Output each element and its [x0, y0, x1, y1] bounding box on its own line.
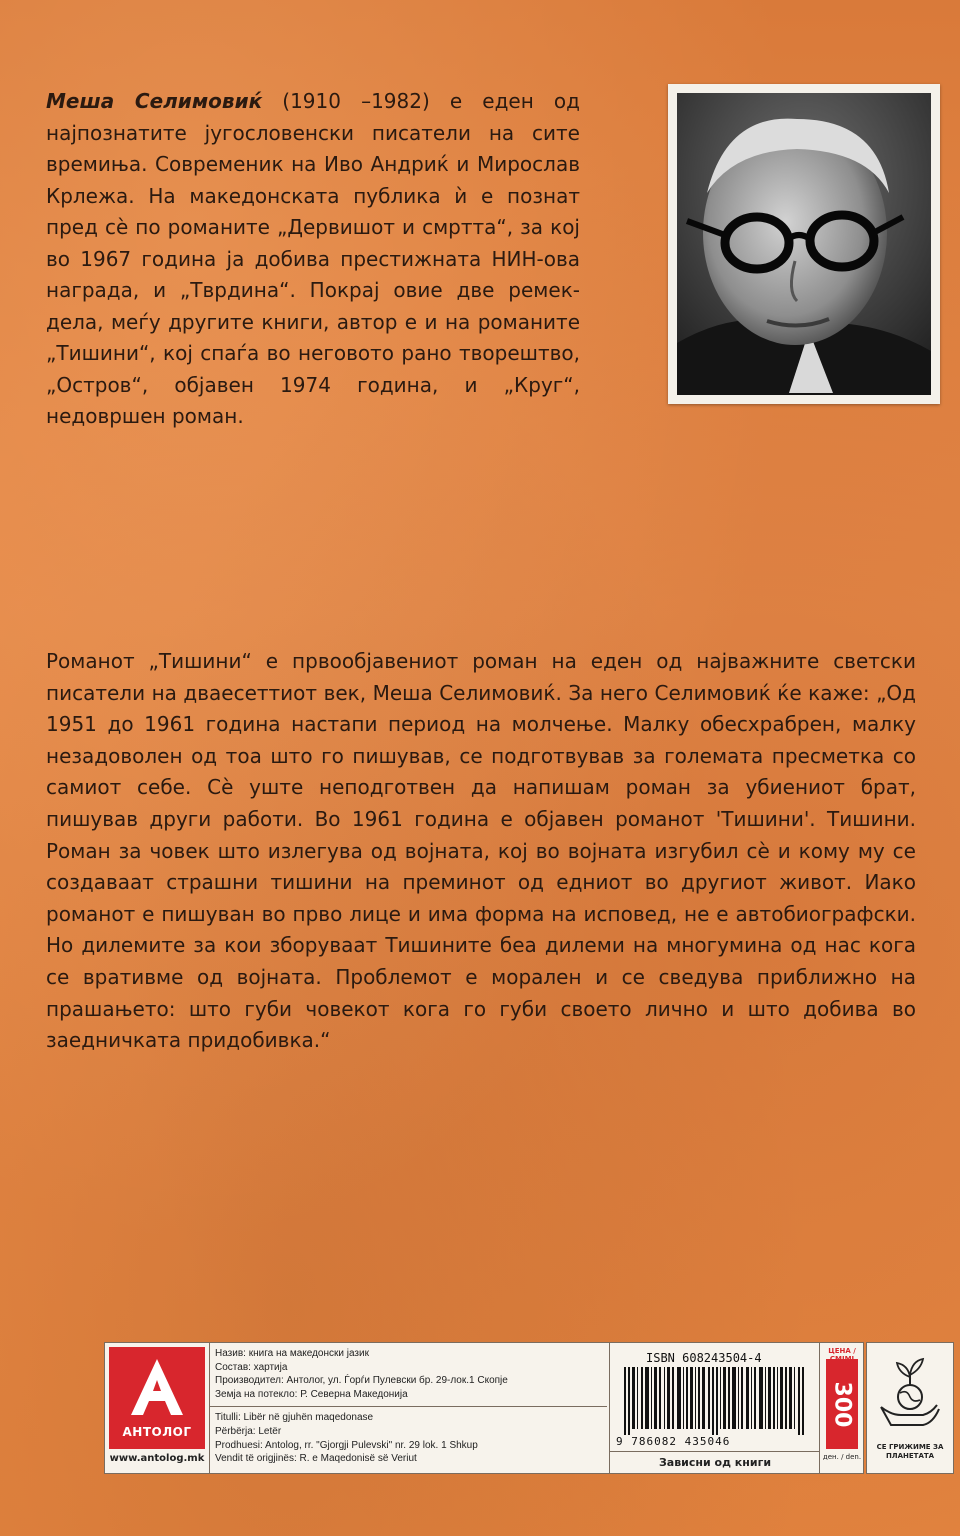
letter-a-logo-icon [109, 1347, 205, 1425]
author-bio-text: (1910 –1982) е еден од најпознатите југословенски писатели на сите времиња. Современик на Иво Андриќ и Мирослав Крлежа. На македонската публика ѝ е познат пред сѐ по романите „Дервишот и смртта“, за кој во 1967 година ја добива престижната НИН-ова награда, и „Тврдина“. Покрај овие две ремек-дела, меѓу другите книги, автор е и на романите „Тишини“, кој спаѓа во неговото рано творештво, „Остров“, објавен 1974 година, и „Круг“, недовршен роман. [46, 89, 580, 428]
depends-on-books-label: Зависни од книги [610, 1451, 820, 1474]
publisher-logo [109, 1347, 205, 1449]
detail-line-mk: Назив: книга на македонски јазик [215, 1348, 369, 1359]
author-portrait-image [677, 93, 931, 395]
hand-globe-plant-icon [867, 1343, 953, 1439]
detail-line-mk: Производител: Антолог, ул. Ѓорѓи Пулевски бр. 29-лок.1 Скопје [215, 1375, 508, 1387]
publisher-url: www.antolog.mk [109, 1453, 205, 1464]
eco-badge [866, 1342, 954, 1474]
price-value: 300 [829, 1381, 855, 1428]
price-unit: ден. / den. [822, 1453, 862, 1461]
details-divider [209, 1406, 607, 1407]
detail-line-sq: Prodhuesi: Antolog, rr. "Gjorgji Pulevski" nr. 29 lok. 1 Shkup [215, 1439, 478, 1451]
author-photo [668, 84, 940, 404]
price-column [819, 1343, 864, 1473]
author-bio [46, 86, 580, 433]
barcode-column [609, 1343, 820, 1473]
detail-line-mk: Земја на потекло: Р. Северна Македонија [215, 1388, 408, 1400]
product-details [215, 1347, 605, 1466]
author-name: Меша Селимовиќ [46, 89, 263, 113]
book-description: Романот „Тишини“ е првообјавениот роман на еден од најважните светски писатели на дваесеттиот век, Меша Селимовиќ. За него Селимовиќ ќе каже: „Од 1951 до 1961 година настапи период на молчење. Малку обесхрабрен, малку незадоволен од тоа што го пишував, се подготвував за големата пресметка со самиот себе. Сѐ уште неподготвен да напишам роман за убиениот брат, пишував други работи. Во 1961 година е објавен романот 'Тишини'. Тишини. Роман за човек што излегува од војната, кој во војната изгубил сѐ и кому му се создаваат страшни тишини на преминот од едниот во другиот живот. Иако романот е пишуван во прво лице и има форма на исповед, не е автобиографски. Но дилемите за кои зборуваат Тишините беа дилеми на многумина од нас кога се вративме од војната. Проблемот е морален и се сведува приближно на прашањето: што губи човекот кога го губи своето лично и што добива во заедничката придобивка.“ [46, 649, 916, 1053]
detail-line-sq: Titulli: Libër në gjuhën maqedonase [215, 1412, 374, 1424]
publisher-logo-name: АНТОЛОГ [122, 1425, 192, 1439]
price-badge [826, 1359, 858, 1449]
detail-line-mk: Состав: хартија [215, 1361, 288, 1373]
eco-text: СЕ ГРИЖИМЕ ЗА ПЛАНЕТАТА [876, 1443, 944, 1460]
detail-line-sq: Vendit të origjinës: R. e Maqedonisë së Veriut [215, 1453, 417, 1465]
detail-line-sq: Përbërja: Letër [215, 1425, 282, 1437]
price-label: ЦЕНА / [828, 1347, 856, 1355]
product-info-box [104, 1342, 864, 1474]
ean-number: 9 786082 435046 [616, 1435, 731, 1448]
barcode-image [624, 1367, 806, 1435]
isbn-text: ISBN 608243504-4 [646, 1351, 762, 1365]
publisher-logo-column [105, 1343, 210, 1473]
